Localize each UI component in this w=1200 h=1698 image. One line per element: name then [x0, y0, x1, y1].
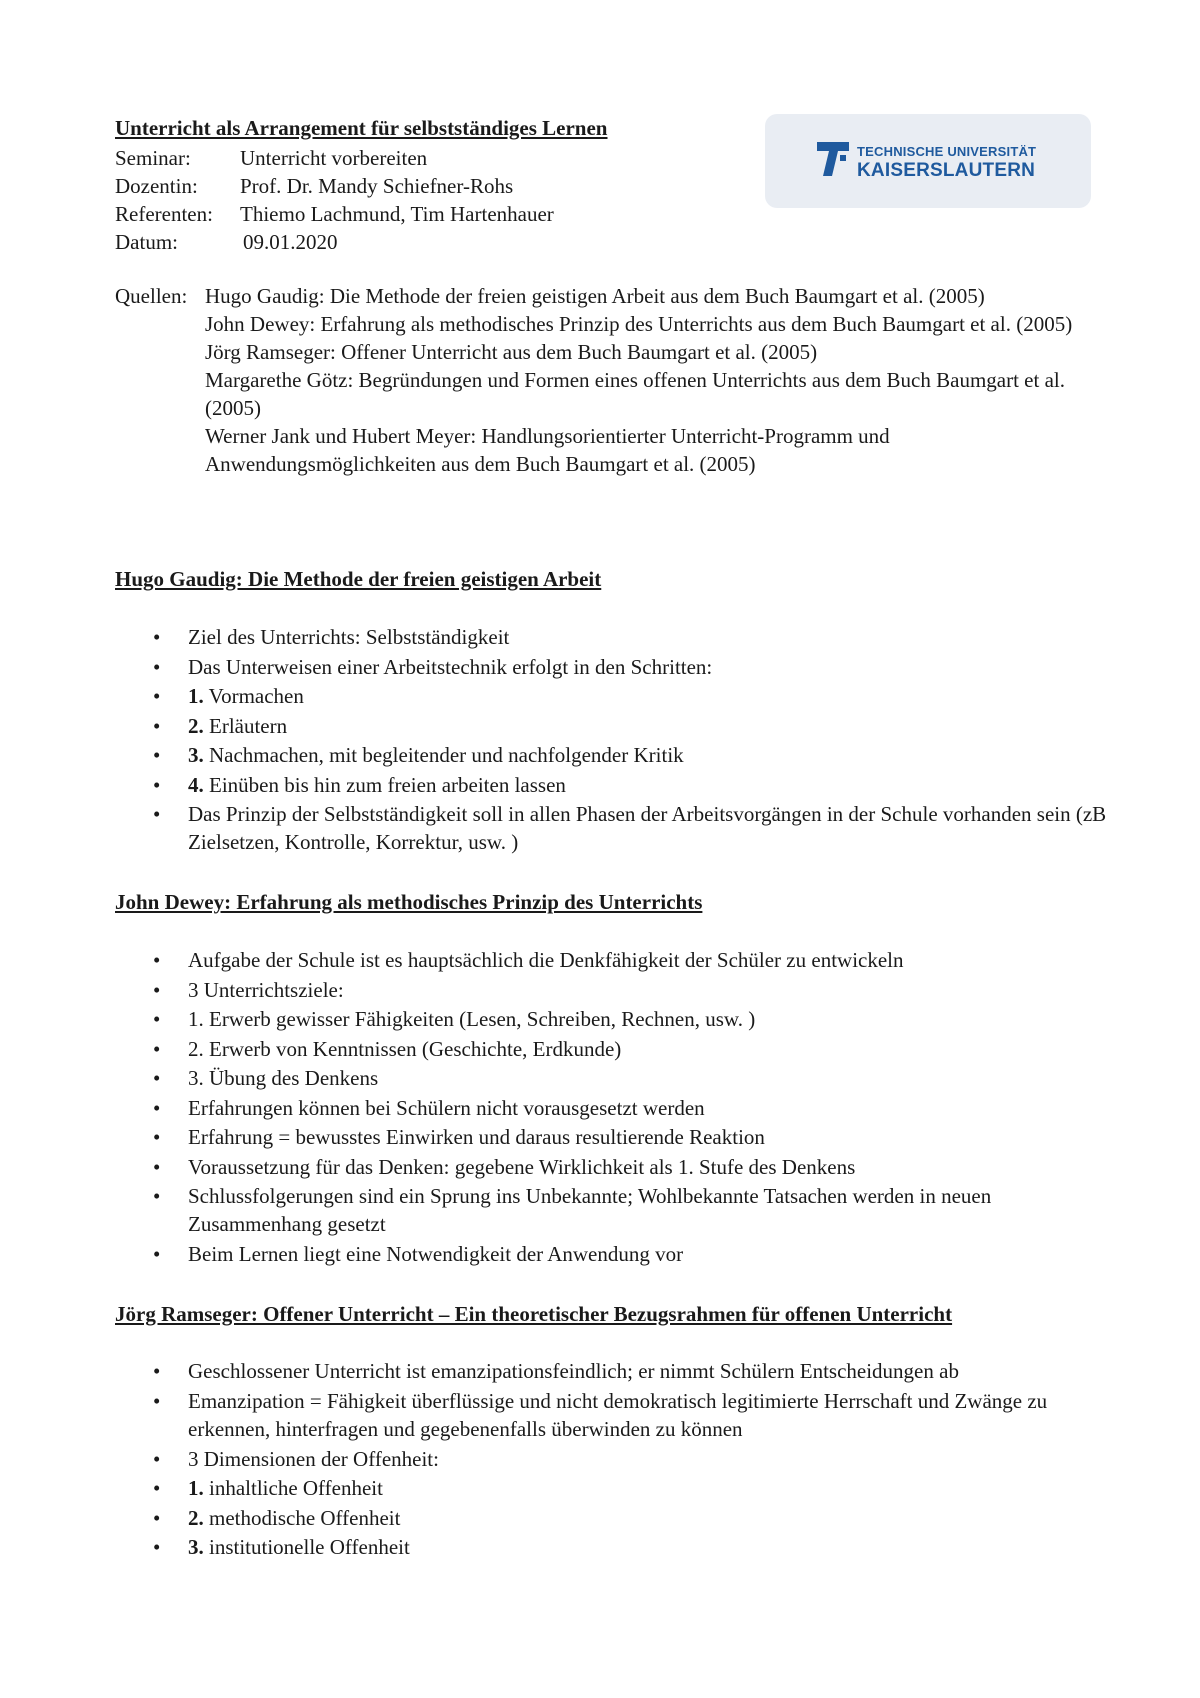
sources-label: Quellen: [115, 284, 188, 308]
source-item: Werner Jank und Hubert Meyer: Handlungsorientierter Unterricht-Programm und Anwendungsmöglichkeiten aus dem Buch Baumgart et al. (2005) [205, 424, 890, 476]
list-item [115, 771, 1115, 801]
list-item [115, 1182, 1115, 1240]
sources-list [205, 282, 1115, 478]
item-text: 3. Übung des Denkens [188, 1066, 379, 1090]
list-item [115, 1445, 1115, 1475]
bullet-icon: • [153, 1535, 161, 1559]
bullet-icon: • [153, 802, 161, 826]
list-item [115, 800, 1115, 858]
item-text: Das Prinzip der Selbstständigkeit soll in allen Phasen der Arbeitsvorgängen in der Schule vorhanden sein (zB Zielsetzen, Kontrolle, Korrektur, usw. ) [188, 802, 1107, 854]
item-text: 1. Erwerb gewisser Fähigkeiten (Lesen, Schreiben, Rechnen, usw. ) [188, 1007, 756, 1031]
meta-row-dozentin [115, 172, 554, 200]
section-heading: Hugo Gaudig: Die Methode der freien geistigen Arbeit [115, 567, 602, 591]
bullet-icon: • [153, 1036, 161, 1061]
bullet-icon: • [153, 684, 161, 708]
item-text: Geschlossener Unterricht ist emanzipationsfeindlich; er nimmt Schülern Entscheidungen ab [188, 1359, 959, 1383]
bullet-icon: • [153, 1359, 161, 1383]
bullet-icon: • [153, 713, 161, 738]
meta-value: Prof. Dr. Mandy Schiefner-Rohs [240, 174, 514, 198]
source-item: Jörg Ramseger: Offener Unterricht aus dem Buch Baumgart et al. (2005) [205, 340, 818, 364]
item-text: Voraussetzung für das Denken: gegebene Wirklichkeit als 1. Stufe des Denkens [188, 1154, 856, 1179]
tu-emblem-icon [813, 138, 853, 180]
item-text: Das Unterweisen einer Arbeitstechnik erfolgt in den Schritten: [188, 654, 713, 679]
list-item [115, 1387, 1115, 1445]
bullet-icon: • [153, 625, 161, 649]
item-text: Erfahrungen können bei Schülern nicht vorausgesetzt werden [188, 1095, 705, 1120]
meta-block [115, 144, 554, 256]
item-number: 2. [188, 713, 204, 738]
list-item [115, 976, 1115, 1006]
item-text: Vormachen [203, 684, 304, 708]
item-text: Erläutern [203, 713, 288, 738]
item-text: inhaltliche Offenheit [203, 1476, 383, 1500]
list-item [115, 682, 1115, 712]
item-text: Beim Lernen liegt eine Notwendigkeit der Anwendung vor [188, 1242, 684, 1266]
logo-wordmark [857, 143, 1036, 182]
list-item [115, 1240, 1115, 1270]
item-text: 3 Unterrichtsziele: [188, 977, 344, 1002]
bullet-icon: • [153, 1446, 161, 1471]
bullet-icon: • [153, 654, 161, 679]
bullet-list [115, 623, 1115, 858]
logo-line-2: KAISERSLAUTERN [857, 160, 1036, 181]
bullet-icon: • [153, 1476, 161, 1500]
list-item [115, 1533, 1115, 1563]
item-text: Erfahrung = bewusstes Einwirken und daraus resultierende Reaktion [188, 1125, 765, 1149]
bullet-icon: • [153, 1125, 161, 1149]
bullet-icon: • [153, 1066, 161, 1090]
logo-line-1: TECHNISCHE UNIVERSITÄT [857, 144, 1037, 159]
meta-row-referenten [115, 200, 554, 228]
bullet-icon: • [153, 772, 161, 797]
item-text: Schlussfolgerungen sind ein Sprung ins Unbekannte; Wohlbekannte Tatsachen werden in neuen Zusammenhang gesetzt [188, 1184, 992, 1236]
bullet-icon: • [153, 977, 161, 1002]
meta-label: Referenten: [115, 202, 213, 226]
item-number: 3. [188, 1535, 204, 1559]
bullet-icon: • [153, 948, 161, 972]
source-item: Hugo Gaudig: Die Methode der freien geistigen Arbeit aus dem Buch Baumgart et al. (2005) [205, 284, 985, 308]
item-text: Nachmachen, mit begleitender und nachfolgender Kritik [203, 743, 684, 767]
list-item [115, 1064, 1115, 1094]
list-item [115, 1005, 1115, 1035]
bullet-icon: • [153, 1184, 161, 1208]
bullet-icon: • [153, 1154, 161, 1179]
list-item [115, 1357, 1115, 1387]
item-number: 2. [188, 1505, 204, 1530]
document-title: Unterricht als Arrangement für selbstständiges Lernen [115, 116, 608, 140]
meta-label: Seminar: [115, 146, 191, 170]
bullet-icon: • [153, 1095, 161, 1120]
bullet-icon: • [153, 743, 161, 767]
list-item [115, 653, 1115, 683]
item-text: Aufgabe der Schule ist es hauptsächlich die Denkfähigkeit der Schüler zu entwickeln [188, 948, 904, 972]
list-item [115, 1504, 1115, 1534]
list-item [115, 1474, 1115, 1504]
list-item [115, 1123, 1115, 1153]
bullet-icon: • [153, 1007, 161, 1031]
list-item [115, 741, 1115, 771]
meta-value: 09.01.2020 [243, 230, 338, 254]
meta-label: Datum: [115, 230, 178, 254]
meta-value: Thiemo Lachmund, Tim Hartenhauer [240, 202, 554, 226]
university-logo [765, 114, 1091, 208]
item-text: 3 Dimensionen der Offenheit: [188, 1446, 439, 1471]
meta-label: Dozentin: [115, 174, 198, 198]
bullet-list [115, 1357, 1115, 1563]
item-number: 3. [188, 743, 204, 767]
source-item: John Dewey: Erfahrung als methodisches Prinzip des Unterrichts aus dem Buch Baumgart et al. (2005) [205, 312, 1073, 336]
item-number: 1. [188, 684, 204, 708]
meta-row-seminar [115, 144, 554, 172]
meta-value: Unterricht vorbereiten [240, 146, 428, 170]
list-item [115, 712, 1115, 742]
item-number: 4. [188, 772, 204, 797]
list-item [115, 1153, 1115, 1183]
source-item: Margarethe Götz: Begründungen und Formen eines offenen Unterrichts aus dem Buch Baumgart et al. (2005) [205, 368, 1065, 420]
section-heading: John Dewey: Erfahrung als methodisches Prinzip des Unterrichts [115, 890, 703, 914]
item-text: institutionelle Offenheit [203, 1535, 410, 1559]
item-text: methodische Offenheit [203, 1505, 401, 1530]
list-item [115, 1035, 1115, 1065]
bullet-list [115, 946, 1115, 1270]
item-text: Emanzipation = Fähigkeit überflüssige und nicht demokratisch legitimierte Herrschaft und Zwänge zu erkennen, hinterfragen und gegebenenfalls überwinden zu können [188, 1388, 1048, 1441]
list-item [115, 623, 1115, 653]
item-text: Einüben bis hin zum freien arbeiten lassen [203, 772, 566, 797]
bullet-icon: • [153, 1388, 161, 1413]
item-text: Ziel des Unterrichts: Selbstständigkeit [188, 625, 510, 649]
list-item [115, 946, 1115, 976]
section-heading: Jörg Ramseger: Offener Unterricht – Ein theoretischer Bezugsrahmen für offenen Unterricht [115, 1302, 953, 1326]
item-number: 1. [188, 1476, 204, 1500]
meta-row-datum [115, 228, 554, 256]
list-item [115, 1094, 1115, 1124]
item-text: 2. Erwerb von Kenntnissen (Geschichte, Erdkunde) [188, 1036, 622, 1061]
bullet-icon: • [153, 1242, 161, 1266]
bullet-icon: • [153, 1505, 161, 1530]
